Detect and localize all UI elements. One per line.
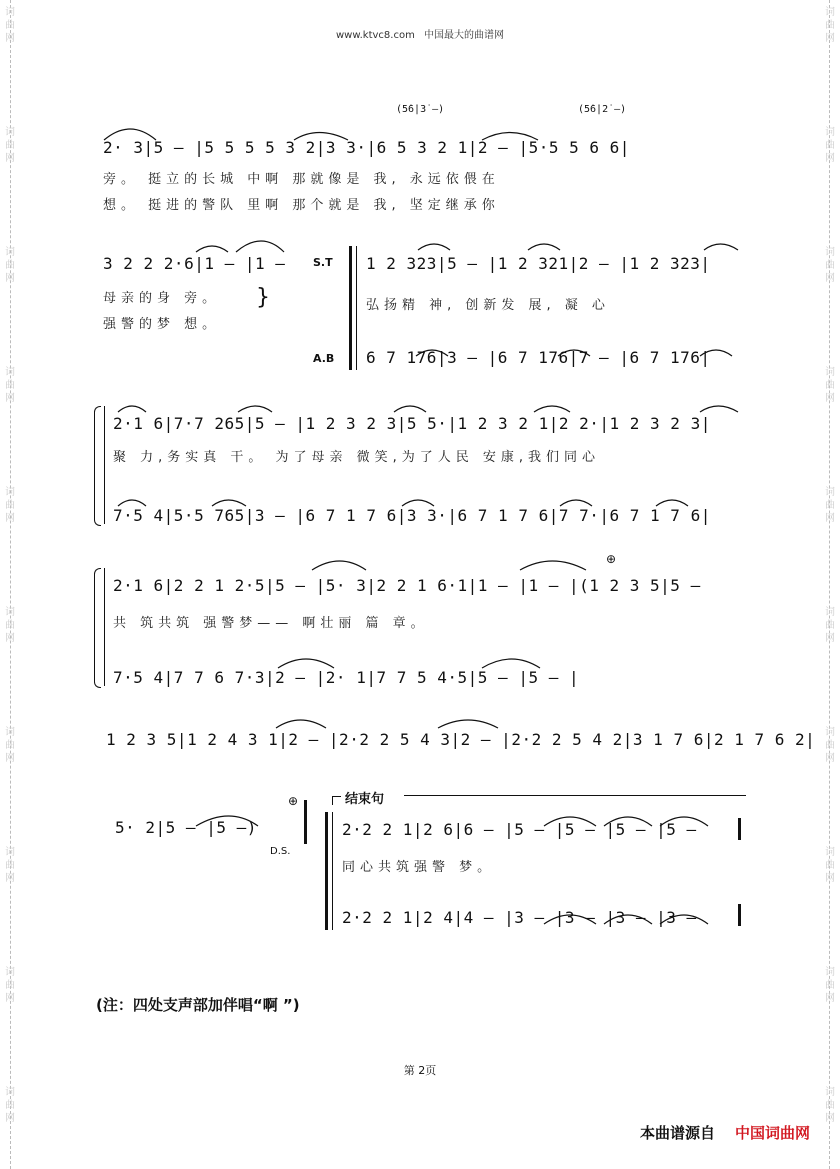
watermark-left: 词 曲 网 (5, 607, 15, 644)
final-barline (738, 818, 741, 840)
watermark-left: 词 曲 网 (5, 127, 15, 164)
site-url[interactable]: www.ktvc8.com (335, 30, 415, 41)
source-credit (640, 1122, 810, 1143)
lyric-line: 旁。 挺立的长城 中啊 那就像是 我, 永远依偎在 (103, 172, 500, 187)
verse-brace: } (256, 285, 270, 310)
system-bracket (94, 568, 101, 688)
lyric-line: 聚 力,务实真 干。 为了母亲 微笑,为了人民 安康,我们同心 (113, 450, 601, 465)
system-barline (356, 246, 357, 370)
dal-segno-mark: D.S. (270, 846, 291, 857)
watermark-left: 词 曲 网 (5, 847, 15, 884)
site-tagline: 中国最大的曲谱网 (424, 30, 504, 41)
watermark-right: 词 曲 网 (825, 127, 835, 164)
voice-label-ab: A.B (313, 352, 335, 365)
watermark-right: 词 曲 网 (825, 7, 835, 44)
voice-label-st: S.T (313, 256, 333, 269)
performance-note: (注：四处支声部加伴唱“啊 ”) (96, 996, 300, 1014)
watermark-right: 词 曲 网 (825, 847, 835, 884)
watermark-left: 词 曲 网 (5, 727, 15, 764)
notation-line: 2·1 6|2 2 1 2·5|5 — |5· 3|2 2 1 6·1|1 — |1 — |(1 2 3 5|5 — (113, 576, 701, 595)
watermark-right: 词 曲 网 (825, 247, 835, 284)
notation-line: 2·2 2 1|2 6|6 — |5 — |5 — |5 — |5 — (342, 820, 697, 839)
prelude-phrase-a: (5̇6̇|3̇ —) (396, 104, 445, 115)
notation-line: 5· 2|5 — |5 —) (115, 818, 257, 837)
source-label: 本曲谱源自 (639, 1124, 715, 1142)
lyric-line: 母亲的身 旁。 (103, 291, 221, 306)
watermark-right: 词 曲 网 (825, 607, 835, 644)
system-bracket (325, 812, 328, 930)
system-bracket (349, 246, 352, 370)
system-bracket (94, 406, 101, 526)
notation-line: 7·5 4|5·5 765|3 — |6 7 1 7 6|3 3·|6 7 1 7 6|7 7·|6 7 1 7 6| (113, 506, 711, 525)
coda-sign: ⊕ (606, 552, 617, 566)
system-barline (332, 812, 333, 930)
final-barline (304, 800, 307, 844)
watermark-left: 词 曲 网 (5, 367, 15, 404)
watermark-right: 词 曲 网 (825, 367, 835, 404)
watermark-left: 词 曲 网 (5, 7, 15, 44)
watermark-right: 词 曲 网 (825, 967, 835, 1004)
lyric-line: 想。 挺进的警队 里啊 那个就是 我, 坚定继承你 (103, 198, 500, 213)
coda-sign: ⊕ (288, 794, 299, 808)
watermark-right: 词 曲 网 (825, 1087, 835, 1124)
lyric-line: 弘扬精 神, 创新发 展, 凝 心 (366, 298, 610, 313)
watermark-left: 词 曲 网 (5, 487, 15, 524)
notation-line: 6 7 176|3 — |6 7 176|7 — |6 7 176| (366, 348, 711, 367)
lyric-line: 强警的梦 想。 (103, 317, 221, 332)
final-barline (738, 904, 741, 926)
lyric-line: 共 筑共筑 强警梦—— 啊壮丽 篇 章。 (113, 616, 429, 631)
system-barline (104, 406, 105, 524)
notation-line: 3 2 2 2·6|1 — |1 — (103, 254, 286, 273)
page-header (0, 26, 840, 41)
source-brand-link[interactable]: 中国词曲网 (734, 1124, 810, 1142)
watermark-left: 词 曲 网 (5, 247, 15, 284)
watermark-right: 词 曲 网 (825, 727, 835, 764)
page-number: 第 2页 (403, 1064, 437, 1077)
notation-line: 7·5 4|7 7 6 7·3|2 — |2· 1|7 7 5 4·5|5 — |5 — | (113, 668, 580, 687)
notation-line: 2·2 2 1|2 4|4 — |3 — |3 — |3 — |3 — (342, 908, 697, 927)
coda-label: 结束句 (332, 788, 384, 807)
watermark-right: 词 曲 网 (825, 487, 835, 524)
system-barline (104, 568, 105, 686)
coda-bracket-icon (332, 796, 341, 805)
prelude-phrase-b: (5̇6̇|2̇ —) (578, 104, 627, 115)
notation-line: 2· 3|5 — |5 5 5 5 3 2|3 3·|6 5 3 2 1|2 — |5·5 5 6 6| (103, 138, 630, 157)
lyric-line: 同心共筑强警 梦。 (342, 860, 496, 875)
coda-line (404, 795, 746, 796)
notation-line: 2·1 6|7·7 265|5 — |1 2 3 2 3|5 5·|1 2 3 2 1|2 2·|1 2 3 2 3| (113, 414, 711, 433)
watermark-left: 词 曲 网 (5, 967, 15, 1004)
notation-line: 1 2 3 5|1 2 4 3 1|2 — |2·2 2 5 4 3|2 — |2·2 2 5 4 2|3 1 7 6|2 1 7 6 2| (106, 730, 816, 749)
watermark-left: 词 曲 网 (5, 1087, 15, 1124)
notation-line: 1 2 323|5 — |1 2 321|2 — |1 2 323| (366, 254, 711, 273)
